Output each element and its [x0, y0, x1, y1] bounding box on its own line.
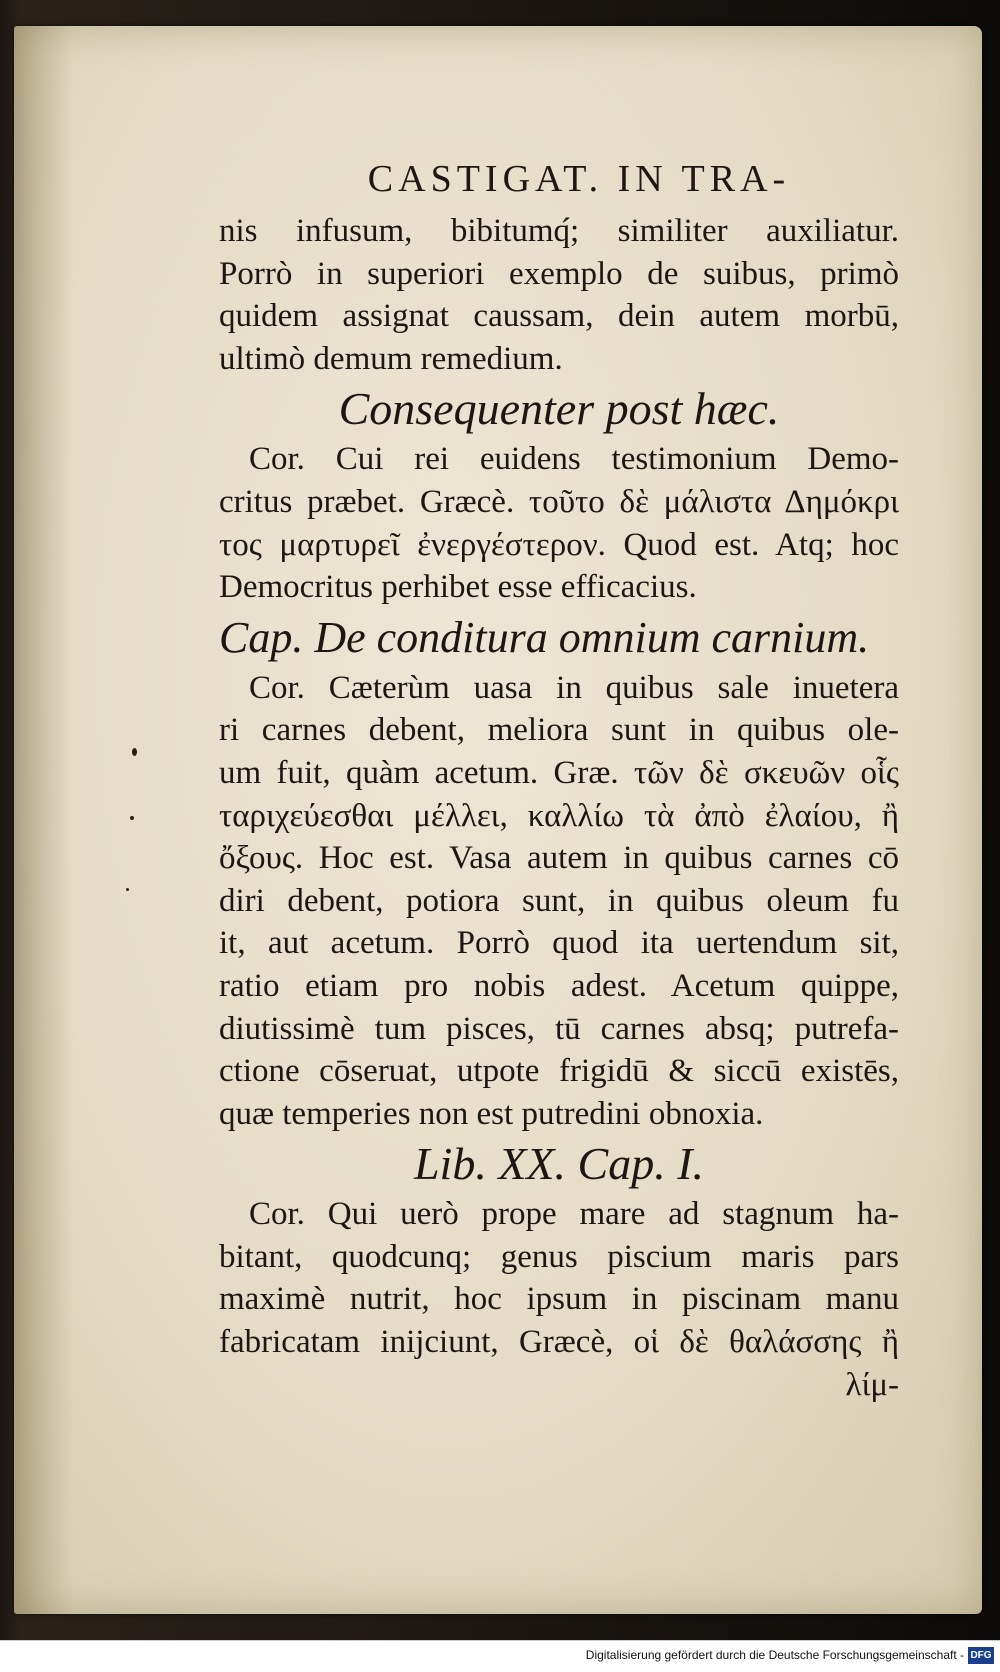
chapter-heading: Cap. De conditura omnium carnium.	[219, 612, 870, 662]
text-line: nis infusum, bibitumq́; similiter auxiliatur.	[219, 213, 899, 249]
text-line: bitant, quodcunq; genus piscium maris pars	[219, 1238, 899, 1275]
digitization-footer	[0, 1640, 1000, 1672]
text-line: ratio etiam pro nobis adest. Acetum quippe,	[219, 967, 899, 1004]
paragraph-3	[219, 667, 899, 1136]
text-line: Cor. Cui rei euidens testimonium Demo-	[249, 441, 899, 478]
page-text	[219, 154, 899, 1406]
text-line: ταριχεύεσθαι μέλλει, καλλίω τὰ ἀπὸ ἐλαίου, ἢ	[219, 797, 899, 834]
paragraph-2	[219, 438, 899, 608]
catchword: λίμ-	[845, 1366, 899, 1403]
running-head: CASTIGAT. IN TRA-	[367, 158, 791, 200]
text-line: ultimò demum remedium.	[219, 340, 563, 377]
text-line: ri carnes debent, meliora sunt in quibus ole-	[219, 712, 899, 749]
text-line: um fuit, quàm acetum. Græ. τῶν δὲ σκευῶν οἷς	[219, 754, 899, 791]
text-line: diutissimè tum pisces, tū carnes absq; putrefa-	[219, 1010, 899, 1047]
text-line: Cor. Qui uerò prope mare ad stagnum ha-	[249, 1196, 899, 1233]
footer-credit: Digitalisierung gefördert durch die Deutsche Forschungsgemeinschaft -	[585, 1648, 964, 1662]
text-line: Porrò in superiori exemplo de suibus, primò	[219, 255, 899, 292]
text-line: critus præbet. Græcè. τοῦτο δὲ μάλιστα Δημόκρι	[219, 483, 899, 520]
paragraph-1	[219, 210, 899, 380]
text-line: ὄξους. Hoc est. Vasa autem in quibus carnes cō	[219, 840, 899, 877]
text-line: quæ temperies non est putredini obnoxia.	[219, 1095, 764, 1132]
text-line: diri debent, potiora sunt, in quibus oleum fu	[219, 882, 899, 919]
text-line: τος μαρτυρεῖ ἐνεργέστερον. Quod est. Atq; hoc	[219, 526, 899, 563]
dfg-logo-icon: DFG	[968, 1647, 994, 1664]
text-line: ctione cōseruat, utpote frigidū & siccū existēs,	[219, 1053, 899, 1090]
book-chapter-heading: Lib. XX. Cap. I.	[413, 1138, 705, 1190]
ink-speck	[132, 748, 137, 756]
section-heading: Consequenter post hæc.	[338, 383, 780, 435]
text-line: it, aut acetum. Porrò quod ita uertendum sit,	[219, 925, 899, 962]
text-line: Democritus perhibet esse efficacius.	[219, 569, 697, 606]
text-line: maximè nutrit, hoc ipsum in piscinam manu	[219, 1281, 899, 1318]
paragraph-4	[219, 1193, 899, 1406]
text-line: Cor. Cæterùm uasa in quibus sale inuetera	[249, 669, 899, 706]
text-line: fabricatam inijciunt, Græcè, οἱ δὲ θαλάσσης ἢ	[219, 1324, 899, 1361]
text-line: quidem assignat caussam, dein autem morbū,	[219, 298, 899, 335]
ink-speck	[126, 888, 129, 891]
book-page	[14, 26, 982, 1614]
ink-speck	[130, 816, 134, 820]
